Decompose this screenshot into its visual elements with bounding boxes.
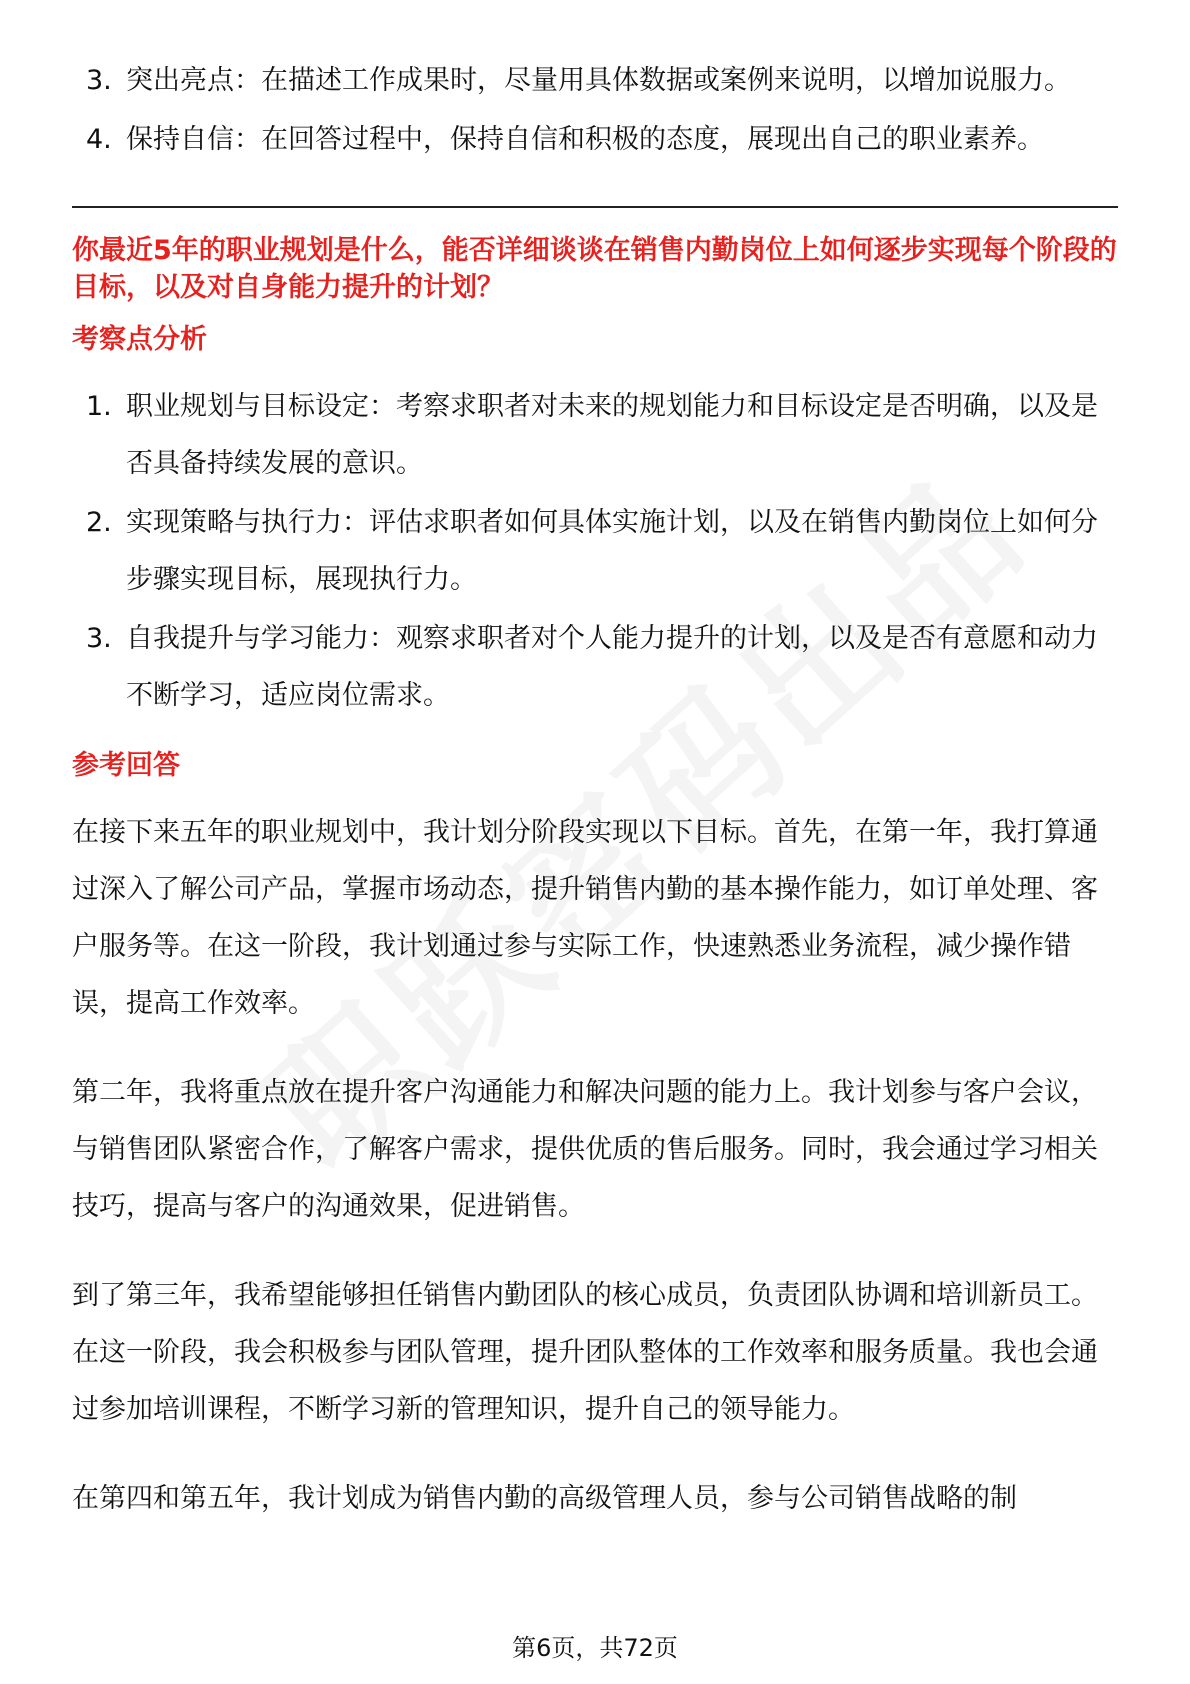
answer-paragraph: 到了第三年，我希望能够担任销售内勤团队的核心成员，负责团队协调和培训新员工。在这一阶段，我会积极参与团队管理，提升团队整体的工作效率和服务质量。我也会通过参加培训课程，不断学习新的管理知识，提升自己的领导能力。 bbox=[72, 1280, 1098, 1425]
analysis-heading: 考察点分析 bbox=[72, 324, 207, 355]
question-heading: 你最近5年的职业规划是什么，能否详细谈谈在销售内勤岗位上如何逐步实现每个阶段的目标，以及对自身能力提升的计划？ bbox=[72, 235, 1117, 303]
list-item-text: 保持自信：在回答过程中，保持自信和积极的态度，展现出自己的职业素养。 bbox=[126, 124, 1044, 155]
list-item bbox=[72, 610, 1118, 724]
list-item-text: 突出亮点：在描述工作成果时，尽量用具体数据或案例来说明，以增加说服力。 bbox=[126, 65, 1071, 96]
previous-list bbox=[72, 52, 1118, 168]
list-item bbox=[72, 111, 1118, 168]
list-item bbox=[72, 52, 1118, 109]
list-item-number: 3. bbox=[86, 623, 112, 654]
answer-body bbox=[72, 804, 1118, 1527]
list-item bbox=[72, 378, 1118, 492]
answer-heading: 参考回答 bbox=[72, 750, 180, 781]
answer-paragraph: 在第四和第五年，我计划成为销售内勤的高级管理人员，参与公司销售战略的制 bbox=[72, 1483, 1017, 1514]
list-item-text: 自我提升与学习能力：观察求职者对个人能力提升的计划，以及是否有意愿和动力不断学习，适应岗位需求。 bbox=[126, 623, 1098, 711]
list-item bbox=[72, 494, 1118, 608]
list-item-number: 2. bbox=[86, 507, 112, 538]
section-divider bbox=[72, 206, 1118, 208]
list-item-number: 3. bbox=[86, 65, 112, 96]
list-item-text: 职业规划与目标设定：考察求职者对未来的规划能力和目标设定是否明确，以及是否具备持续发展的意识。 bbox=[126, 391, 1098, 479]
answer-paragraph: 在接下来五年的职业规划中，我计划分阶段实现以下目标。首先，在第一年，我打算通过深入了解公司产品，掌握市场动态，提升销售内勤的基本操作能力，如订单处理、客户服务等。在这一阶段，我计划通过参与实际工作，快速熟悉业务流程，减少操作错误，提高工作效率。 bbox=[72, 817, 1098, 1019]
page-content bbox=[72, 52, 1118, 1527]
list-item-text: 实现策略与执行力：评估求职者如何具体实施计划，以及在销售内勤岗位上如何分步骤实现目标，展现执行力。 bbox=[126, 507, 1098, 595]
answer-paragraph: 第二年，我将重点放在提升客户沟通能力和解决问题的能力上。我计划参与客户会议，与销售团队紧密合作，了解客户需求，提供优质的售后服务。同时，我会通过学习相关技巧，提高与客户的沟通效果，促进销售。 bbox=[72, 1077, 1098, 1222]
list-item-number: 1. bbox=[86, 391, 112, 422]
list-item-number: 4. bbox=[86, 124, 112, 155]
page-footer: 第6页，共72页 bbox=[512, 1634, 678, 1662]
analysis-list bbox=[72, 378, 1118, 724]
